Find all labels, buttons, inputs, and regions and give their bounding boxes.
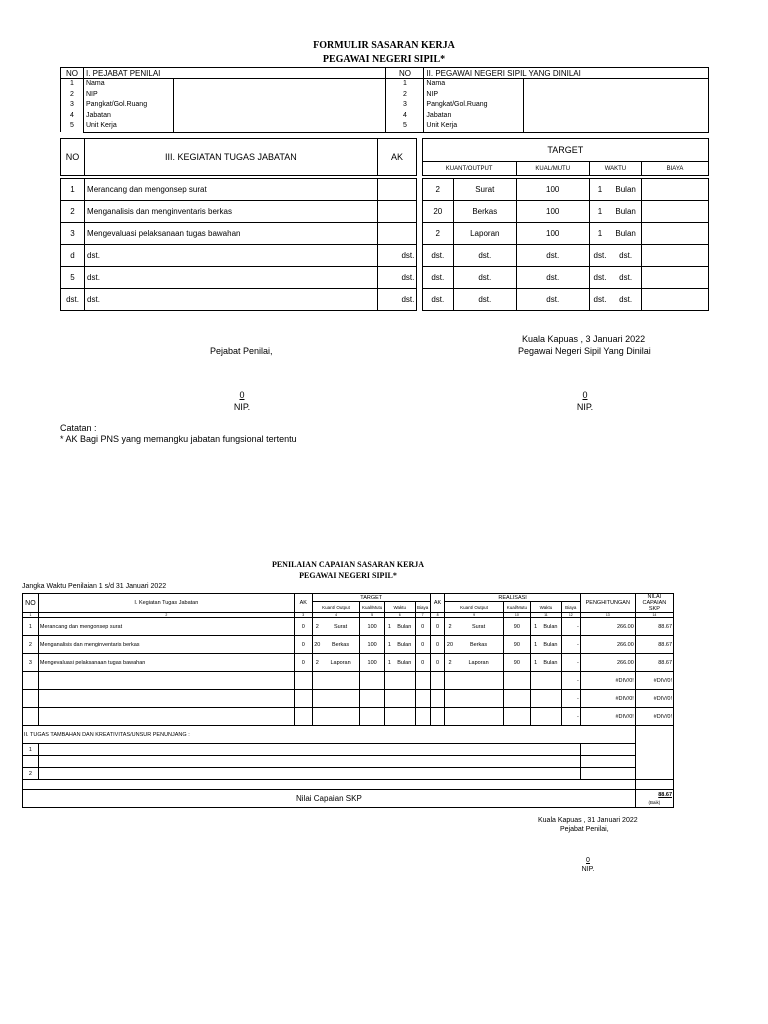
p-hdr-perhitungan: PENGHITUNGAN bbox=[580, 594, 635, 613]
table-cell: 3 bbox=[23, 654, 39, 672]
table-row bbox=[23, 708, 674, 726]
table-cell: 100 bbox=[360, 618, 385, 636]
table-cell bbox=[430, 708, 445, 726]
table-cell: Kuant/ Output bbox=[445, 602, 503, 613]
table-cell bbox=[384, 690, 394, 708]
table-cell: - bbox=[561, 618, 580, 636]
table-cell: 2 bbox=[422, 223, 453, 245]
table-cell: 100 bbox=[516, 223, 589, 245]
table-cell bbox=[360, 690, 385, 708]
cell-line: 3 bbox=[70, 101, 74, 109]
table-cell bbox=[580, 744, 635, 756]
table-cell: 0 bbox=[415, 654, 430, 672]
table-cell: dst. bbox=[422, 267, 453, 289]
table-cell bbox=[322, 708, 360, 726]
hdr-pejabat: I. PEJABAT PENILAI bbox=[83, 68, 385, 79]
sign-name-left: 0 bbox=[239, 390, 245, 400]
table-cell bbox=[531, 708, 541, 726]
table-cell bbox=[322, 690, 360, 708]
table-cell: Surat bbox=[453, 179, 516, 201]
nilai-capaian-cat: (Baik) bbox=[648, 799, 661, 805]
table-cell: Biaya bbox=[561, 602, 580, 613]
table-cell: 1 bbox=[531, 618, 541, 636]
penilaian-table bbox=[22, 593, 674, 808]
table-cell: Surat bbox=[454, 618, 503, 636]
table-cell bbox=[540, 708, 561, 726]
table-cell: #DIV/0! bbox=[635, 708, 673, 726]
table-cell: Bulan bbox=[540, 654, 561, 672]
table-cell bbox=[415, 672, 430, 690]
table-cell: 20 bbox=[422, 201, 453, 223]
p-hdr-target: TARGET bbox=[312, 594, 430, 602]
p-place-date: Kuala Kapuas , 31 Januari 2022 bbox=[538, 817, 638, 824]
skp-id-table bbox=[60, 67, 709, 133]
table-cell bbox=[377, 179, 417, 201]
penilaian-title: PENILAIAN CAPAIAN SASARAN KERJA bbox=[271, 560, 425, 569]
cell-line: 4 bbox=[70, 111, 74, 119]
table-cell: Mengevaluasi pelaksanaan tugas bawahan bbox=[85, 223, 378, 245]
table-cell: 266.00 bbox=[580, 618, 635, 636]
table-cell: Bulan bbox=[610, 223, 641, 245]
table-cell: 2 bbox=[23, 768, 39, 780]
table-cell: dst. bbox=[589, 267, 610, 289]
table-cell bbox=[322, 672, 360, 690]
table-cell: Bulan bbox=[610, 179, 641, 201]
table-cell: Kual/Mutu bbox=[503, 602, 530, 613]
sign-nip-left: NIP. bbox=[233, 402, 251, 412]
penilaian-subtitle: PEGAWAI NEGERI SIPIL* bbox=[299, 571, 397, 580]
table-cell bbox=[415, 708, 430, 726]
note-text: * AK Bagi PNS yang memangku jabatan fungsional tertentu bbox=[60, 434, 297, 444]
table-cell: 2 bbox=[312, 618, 322, 636]
cell-line: 1 bbox=[70, 80, 74, 88]
table-cell bbox=[294, 690, 312, 708]
table-cell: dst. bbox=[516, 245, 589, 267]
hdr-pns: II. PEGAWAI NEGERI SIPIL YANG DINILAI bbox=[424, 68, 709, 79]
table-cell bbox=[642, 179, 709, 201]
cell-line: 5 bbox=[402, 122, 407, 129]
table-cell: Kual/Mutu bbox=[360, 602, 385, 613]
table-cell bbox=[394, 690, 415, 708]
table-cell: 11 bbox=[531, 613, 562, 618]
id-value-right bbox=[524, 79, 709, 133]
keg-hdr-kuant: KUANT/OUTPUT bbox=[422, 162, 516, 176]
id-label-right bbox=[424, 79, 524, 133]
table-cell: 12 bbox=[561, 613, 580, 618]
cell-line: Pangkat/Gol.Ruang bbox=[426, 101, 488, 108]
table-cell: 5 bbox=[360, 613, 385, 618]
table-cell: Laporan bbox=[453, 223, 516, 245]
table-cell: 2 bbox=[61, 201, 85, 223]
table-cell: 0 bbox=[415, 636, 430, 654]
table-cell: Merancang dan mengonsep surat bbox=[38, 618, 294, 636]
id-label-left bbox=[83, 79, 173, 133]
table-cell: 9 bbox=[445, 613, 503, 618]
cell-line: Nama bbox=[85, 80, 105, 87]
table-cell: dst. bbox=[377, 245, 417, 267]
table-cell bbox=[503, 690, 530, 708]
table-cell: - bbox=[561, 654, 580, 672]
id-value-left bbox=[173, 79, 386, 133]
table-cell: Bulan bbox=[394, 654, 415, 672]
cell-line: Pangkat/Gol.Ruang bbox=[85, 101, 148, 108]
table-cell: dst. bbox=[516, 267, 589, 289]
table-cell: 1 bbox=[531, 636, 541, 654]
table-cell: 0 bbox=[294, 636, 312, 654]
table-cell: dst. bbox=[453, 245, 516, 267]
table-cell: #DIV/0! bbox=[635, 672, 673, 690]
table-cell: dst. bbox=[516, 289, 589, 311]
table-cell bbox=[377, 201, 417, 223]
table-cell: 0 bbox=[294, 654, 312, 672]
cell-line: NIP bbox=[426, 90, 439, 98]
table-cell: 3 bbox=[61, 223, 85, 245]
table-cell bbox=[642, 267, 709, 289]
table-cell: 1 bbox=[23, 613, 39, 618]
table-cell bbox=[312, 672, 322, 690]
table-cell bbox=[294, 672, 312, 690]
table-cell bbox=[312, 690, 322, 708]
table-cell bbox=[360, 672, 385, 690]
table-cell bbox=[23, 780, 636, 790]
table-cell: 0 bbox=[430, 618, 445, 636]
skp-title: FORMULIR SASARAN KERJA bbox=[313, 40, 455, 51]
table-cell: Mengevaluasi pelaksanaan tugas bawahan bbox=[38, 654, 294, 672]
table-cell: - bbox=[561, 708, 580, 726]
table-row bbox=[23, 618, 674, 636]
cell-line: Unit Kerja bbox=[85, 122, 117, 129]
table-cell: 20 bbox=[445, 636, 455, 654]
keg-hdr-waktu: WAKTU bbox=[589, 162, 641, 176]
table-cell: dst. bbox=[85, 289, 378, 311]
table-cell: 2 bbox=[445, 654, 455, 672]
cell-line: Jabatan bbox=[426, 111, 452, 119]
sign-nip-right: NIP. bbox=[576, 402, 594, 412]
table-cell: 5 bbox=[61, 267, 85, 289]
p-hdr-ak: AK bbox=[294, 594, 312, 613]
cell-line: 2 bbox=[70, 90, 74, 98]
pejabat-label: Pejabat Penilai, bbox=[210, 346, 273, 356]
table-cell bbox=[445, 672, 455, 690]
table-cell: 1 bbox=[589, 201, 610, 223]
keg-hdr-kegiatan: III. KEGIATAN TUGAS JABATAN bbox=[85, 139, 378, 176]
table-cell: 90 bbox=[503, 654, 530, 672]
table-cell bbox=[531, 672, 541, 690]
table-cell bbox=[454, 708, 503, 726]
table-cell: Waktu bbox=[384, 602, 415, 613]
table-cell bbox=[360, 708, 385, 726]
place-date: Kuala Kapuas , 3 Januari 2022 bbox=[522, 334, 646, 344]
table-cell bbox=[445, 690, 455, 708]
table-cell: Bulan bbox=[394, 618, 415, 636]
table-cell: 0 bbox=[430, 636, 445, 654]
table-cell: dst. bbox=[85, 245, 378, 267]
table-cell bbox=[540, 672, 561, 690]
table-cell: #DIV/0! bbox=[580, 690, 635, 708]
table-cell: 7 bbox=[415, 613, 430, 618]
table-cell: 2 bbox=[23, 636, 39, 654]
table-cell bbox=[580, 756, 635, 768]
table-cell bbox=[38, 756, 580, 768]
table-cell: dst. bbox=[422, 245, 453, 267]
table-cell: dst. bbox=[85, 267, 378, 289]
keg-hdr-biaya: BIAYA bbox=[642, 162, 709, 176]
cell-line: Nama bbox=[426, 80, 446, 87]
p-sign-nip: NIP. bbox=[581, 866, 595, 873]
table-cell bbox=[454, 672, 503, 690]
table-cell bbox=[377, 223, 417, 245]
nilai-capaian-label: Nilai Capaian SKP bbox=[23, 790, 636, 808]
table-cell bbox=[580, 768, 635, 780]
table-cell: 1 bbox=[384, 618, 394, 636]
table-cell: Biaya bbox=[415, 602, 430, 613]
table-cell: 1 bbox=[531, 654, 541, 672]
table-cell bbox=[23, 708, 39, 726]
table-row bbox=[61, 223, 709, 245]
p-hdr-nilai: NILAI CAPAIAN SKP bbox=[635, 594, 673, 613]
table-cell: Merancang dan mengonsep surat bbox=[85, 179, 378, 201]
table-cell bbox=[38, 768, 580, 780]
table-cell: 1 bbox=[384, 654, 394, 672]
table-cell: Bulan bbox=[394, 636, 415, 654]
table-cell: 100 bbox=[360, 636, 385, 654]
table-cell: 1 bbox=[23, 744, 39, 756]
table-cell: Surat bbox=[322, 618, 360, 636]
table-cell: 1 bbox=[23, 618, 39, 636]
table-cell: Kuant/ Output bbox=[312, 602, 360, 613]
table-cell bbox=[384, 672, 394, 690]
table-cell: Laporan bbox=[454, 654, 503, 672]
table-cell bbox=[642, 201, 709, 223]
table-cell: dst. bbox=[377, 267, 417, 289]
cell-line: 5 bbox=[70, 122, 74, 130]
table-cell: - bbox=[561, 672, 580, 690]
table-cell: dst. bbox=[610, 289, 641, 311]
table-cell: 1 bbox=[384, 636, 394, 654]
id-no-right bbox=[386, 79, 424, 133]
table-cell bbox=[531, 690, 541, 708]
table-cell bbox=[642, 289, 709, 311]
table-cell: 100 bbox=[360, 654, 385, 672]
table-row bbox=[23, 654, 674, 672]
table-cell bbox=[23, 672, 39, 690]
table-cell: 266.00 bbox=[580, 636, 635, 654]
table-row bbox=[61, 201, 709, 223]
table-cell: 100 bbox=[516, 179, 589, 201]
table-cell: - bbox=[561, 636, 580, 654]
table-cell: 2 bbox=[38, 613, 294, 618]
table-cell: Berkas bbox=[453, 201, 516, 223]
table-cell: 100 bbox=[516, 201, 589, 223]
table-cell bbox=[445, 708, 455, 726]
table-cell: Bulan bbox=[610, 201, 641, 223]
table-cell bbox=[430, 672, 445, 690]
table-cell: 14 bbox=[635, 613, 673, 618]
table-cell bbox=[635, 726, 673, 780]
cell-line: 3 bbox=[402, 101, 407, 108]
skp-subtitle: PEGAWAI NEGERI SIPIL* bbox=[322, 54, 446, 65]
cell-line: NIP bbox=[85, 90, 98, 98]
table-cell bbox=[642, 245, 709, 267]
table-cell: 90 bbox=[503, 618, 530, 636]
cell-line: 2 bbox=[402, 90, 407, 98]
table-cell: Menganalisis dan menginventaris berkas bbox=[38, 636, 294, 654]
table-cell: - bbox=[561, 690, 580, 708]
table-row bbox=[23, 690, 674, 708]
p-hdr-kegiatan: I. Kegiatan Tugas Jabatan bbox=[38, 594, 294, 613]
table-cell: 0 bbox=[415, 618, 430, 636]
table-cell: 90 bbox=[503, 636, 530, 654]
table-cell: 3 bbox=[294, 613, 312, 618]
keg-hdr-ak: AK bbox=[377, 139, 417, 176]
table-cell bbox=[38, 690, 294, 708]
table-cell: 1 bbox=[589, 179, 610, 201]
table-cell: Menganalisis dan menginventaris berkas bbox=[85, 201, 378, 223]
table-cell: 1 bbox=[589, 223, 610, 245]
table-cell bbox=[394, 672, 415, 690]
p-sign-name: 0 bbox=[586, 857, 590, 864]
cell-line: Jabatan bbox=[85, 111, 111, 119]
table-cell: 6 bbox=[384, 613, 415, 618]
table-cell: Waktu bbox=[531, 602, 562, 613]
table-cell: Berkas bbox=[454, 636, 503, 654]
table-row bbox=[61, 267, 709, 289]
table-cell: 88.67 bbox=[635, 636, 673, 654]
table-cell: Bulan bbox=[540, 618, 561, 636]
table-cell: 8 bbox=[430, 613, 445, 618]
keg-hdr-kual: KUAL/MUTU bbox=[516, 162, 589, 176]
table-cell: dst. bbox=[422, 289, 453, 311]
table-cell bbox=[38, 744, 580, 756]
p-hdr-realisasi: REALISASI bbox=[445, 594, 580, 602]
note-title: Catatan : bbox=[60, 423, 97, 433]
penilaian-period: Jangka Waktu Penilaian 1 s/d 31 Januari 2022 bbox=[22, 583, 167, 590]
keg-hdr-target: TARGET bbox=[422, 139, 708, 162]
table-row bbox=[61, 289, 709, 311]
table-cell bbox=[294, 708, 312, 726]
table-cell bbox=[642, 223, 709, 245]
table-cell bbox=[503, 708, 530, 726]
table-cell bbox=[23, 756, 39, 768]
table-cell: dst. bbox=[610, 245, 641, 267]
pns-label: Pegawai Negeri Sipil Yang Dinilai bbox=[518, 346, 651, 356]
cell-line: 1 bbox=[402, 80, 407, 87]
table-row bbox=[23, 636, 674, 654]
table-cell: 266.00 bbox=[580, 654, 635, 672]
keg-hdr-no: NO bbox=[61, 139, 85, 176]
table-cell: dst. bbox=[589, 289, 610, 311]
cell-line: Unit Kerja bbox=[426, 122, 458, 129]
table-cell: #DIV/0! bbox=[580, 672, 635, 690]
table-row bbox=[61, 179, 709, 201]
table-cell bbox=[394, 708, 415, 726]
table-cell: 1 bbox=[61, 179, 85, 201]
table-cell: 2 bbox=[445, 618, 455, 636]
table-cell: 88.67 bbox=[635, 654, 673, 672]
table-cell bbox=[540, 690, 561, 708]
table-cell bbox=[38, 708, 294, 726]
p-hdr-ak2: AK bbox=[430, 594, 445, 613]
table-cell: 10 bbox=[503, 613, 530, 618]
table-cell: 0 bbox=[430, 654, 445, 672]
table-cell: Laporan bbox=[322, 654, 360, 672]
table-row bbox=[23, 672, 674, 690]
skp-kegiatan-table bbox=[60, 138, 709, 311]
table-cell: dst. bbox=[589, 245, 610, 267]
table-cell: 4 bbox=[312, 613, 360, 618]
table-cell: #DIV/0! bbox=[580, 708, 635, 726]
table-cell: 0 bbox=[294, 618, 312, 636]
table-cell: dst. bbox=[453, 289, 516, 311]
tugas-tambahan-label: II. TUGAS TAMBAHAN DAN KREATIVITAS/UNSUR PENUNJANG : bbox=[23, 726, 581, 744]
table-cell bbox=[415, 690, 430, 708]
table-cell bbox=[635, 790, 673, 808]
table-cell: dst. bbox=[61, 289, 85, 311]
p-pejabat-label: Pejabat Penilai, bbox=[560, 826, 609, 833]
table-cell bbox=[454, 690, 503, 708]
table-cell: 88.67 bbox=[635, 618, 673, 636]
id-no-left bbox=[61, 79, 84, 133]
table-cell: d bbox=[61, 245, 85, 267]
table-cell: dst. bbox=[610, 267, 641, 289]
table-cell bbox=[38, 672, 294, 690]
cell-line: 4 bbox=[402, 111, 407, 119]
table-cell bbox=[430, 690, 445, 708]
table-cell bbox=[635, 780, 673, 790]
table-cell: dst. bbox=[453, 267, 516, 289]
table-cell bbox=[312, 708, 322, 726]
sign-name-right: 0 bbox=[582, 390, 588, 400]
table-cell bbox=[580, 726, 635, 744]
table-cell: 13 bbox=[580, 613, 635, 618]
nilai-capaian-value: 88.67 bbox=[658, 791, 672, 798]
table-cell: 2 bbox=[422, 179, 453, 201]
table-cell: Berkas bbox=[322, 636, 360, 654]
table-cell: Bulan bbox=[540, 636, 561, 654]
table-cell: #DIV/0! bbox=[635, 690, 673, 708]
table-cell: 2 bbox=[312, 654, 322, 672]
p-hdr-no: NO bbox=[23, 594, 39, 613]
table-row bbox=[61, 245, 709, 267]
table-cell bbox=[503, 672, 530, 690]
hdr-no: NO bbox=[61, 68, 84, 79]
table-cell: 20 bbox=[312, 636, 322, 654]
table-cell bbox=[23, 690, 39, 708]
table-cell: dst. bbox=[377, 289, 417, 311]
table-cell bbox=[384, 708, 394, 726]
hdr-no2: NO bbox=[386, 68, 424, 79]
